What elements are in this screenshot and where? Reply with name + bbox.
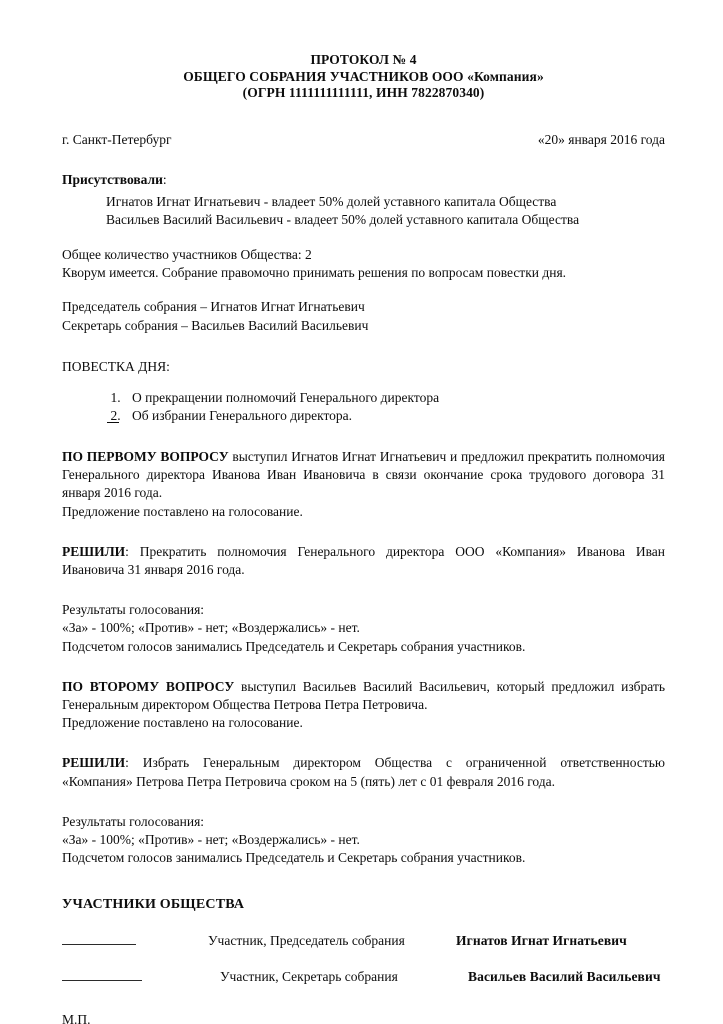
question-two-body: выступил Васильев Василий Васильевич, который предложил избрать Генеральным директором Общества Петрова Петра Петровича.	[62, 678, 666, 712]
title-line-company: ОБЩЕГО СОБРАНИЯ УЧАСТНИКОВ ООО «Компания»	[183, 68, 544, 84]
question-two-proposal-note: Предложение поставлено на голосование.	[62, 715, 303, 731]
agenda-heading: ПОВЕСТКА ДНЯ:	[62, 358, 170, 374]
total-participants-line: Общее количество участников Общества: 2	[62, 246, 312, 262]
agenda-item-1: 1. О прекращении полномочий Генерального директора	[124, 389, 665, 408]
secretary-line: Секретарь собрания – Васильев Василий Васильевич	[62, 317, 369, 333]
question-one-counting-line: Подсчетом голосов занимались Председатель и Секретарь собрания участников.	[62, 638, 526, 654]
question-two-counting-line: Подсчетом голосов занимались Председатель и Секретарь собрания участников.	[62, 850, 526, 866]
city-label: г. Санкт-Петербург	[62, 131, 172, 147]
title-line-registration: (ОГРН 1111111111111, ИНН 7822870340)	[242, 85, 485, 100]
signature-name: Игнатов Игнат Игнатьевич	[456, 933, 627, 949]
question-one-proposal-note: Предложение поставлено на голосование.	[62, 503, 303, 519]
signature-name: Васильев Василий Васильевич	[468, 969, 661, 985]
question-one-paragraph	[62, 448, 665, 503]
signature-row-secretary	[62, 969, 665, 985]
attendee-item: Васильев Василий Васильевич - владеет 50% долей уставного капитала Общества	[106, 212, 580, 228]
document-title	[62, 0, 665, 102]
agenda-list	[62, 389, 665, 426]
question-two-decision-label: РЕШИЛИ	[62, 755, 126, 771]
signature-row-chairman	[62, 933, 665, 949]
agenda-item-2: 2. Об избрании Генерального директора.	[124, 407, 665, 426]
question-one-decision-body: : Прекратить полномочия Генерального директора ООО «Компания» Иванова Иван Ивановича 31 января 2016 года.	[62, 543, 665, 577]
signature-line[interactable]	[62, 934, 136, 945]
attendees-heading-colon: :	[162, 171, 167, 187]
city-date-row	[62, 131, 665, 149]
date-label: «20» января 2016 года	[537, 131, 665, 147]
question-one-decision	[62, 543, 665, 579]
question-two-results-line: «За» - 100%; «Против» - нет; «Воздержались» - нет.	[62, 831, 360, 847]
question-two-decision-body: : Избрать Генеральным директором Общества с ограниченной ответственностью «Компания» Петрова Петра Петровича сроком на 5 (пять) лет с 01 февраля 2016 года.	[62, 755, 665, 789]
question-one-results-heading: Результаты голосования:	[62, 602, 205, 618]
quorum-statement-line: Кворум имеется. Собрание правомочно принимать решения по вопросам повестки дня.	[62, 265, 567, 281]
signatures-heading: УЧАСТНИКИ ОБЩЕСТВА	[62, 897, 245, 913]
signature-role: Участник, Секретарь собрания	[220, 969, 398, 985]
signature-role: Участник, Председатель собрания	[208, 933, 405, 949]
question-one-results-line: «За» - 100%; «Против» - нет; «Воздержались» - нет.	[62, 620, 360, 636]
question-two-paragraph	[62, 678, 665, 714]
attendees-heading	[62, 171, 665, 189]
title-line-protocol: ПРОТОКОЛ № 4	[310, 52, 417, 67]
question-one-decision-label: РЕШИЛИ	[62, 543, 126, 559]
question-two-label: ПО ВТОРОМУ ВОПРОСУ	[62, 678, 235, 694]
signature-line[interactable]	[62, 970, 142, 981]
question-one-body: выступил Игнатов Игнат Игнатьевич и предложил прекратить полномочия Генерального директора Иванова Иван Ивановича в связи окончание срока трудового договора 31 января 2016 года.	[62, 448, 665, 501]
question-two-results-heading: Результаты голосования:	[62, 813, 205, 829]
question-two-decision	[62, 754, 665, 790]
question-one-label: ПО ПЕРВОМУ ВОПРОСУ	[62, 448, 229, 464]
attendees-heading-text: Присутствовали	[62, 171, 163, 187]
attendees-list	[62, 193, 665, 230]
chairman-line: Председатель собрания – Игнатов Игнат Игнатьевич	[62, 299, 365, 315]
stamp-placeholder: М.П.	[62, 1012, 91, 1024]
attendee-item: Игнатов Игнат Игнатьевич - владеет 50% долей уставного капитала Общества	[106, 193, 557, 209]
document-body	[62, 0, 665, 1024]
